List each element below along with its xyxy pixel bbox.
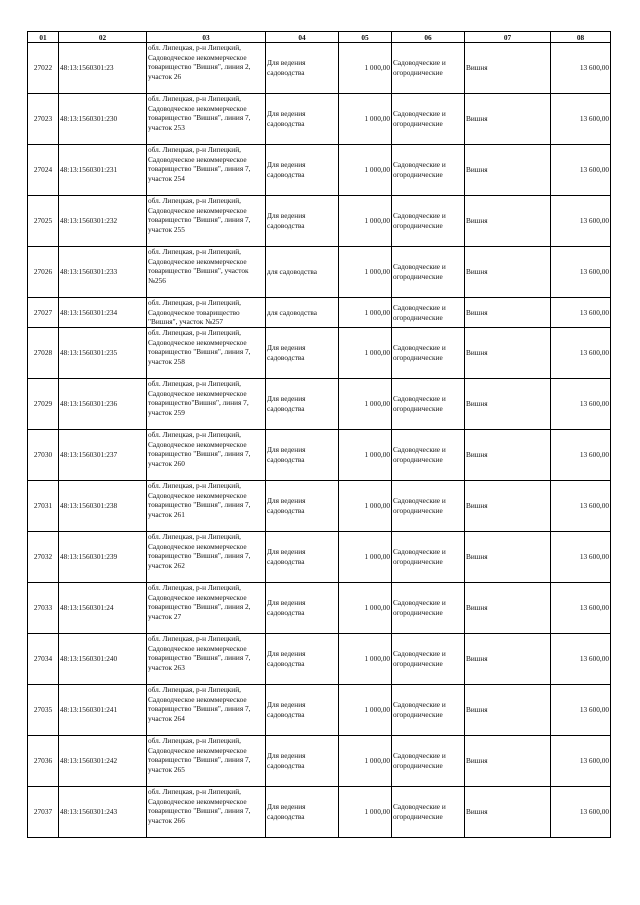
cell-record-number: 27025 xyxy=(28,196,59,247)
cell-cadastral-cost: 13 600,00 xyxy=(551,43,611,94)
cell-permitted-use: Для ведения садоводства xyxy=(266,736,339,787)
cell-record-number: 27037 xyxy=(28,787,59,838)
cell-area: 1 000,00 xyxy=(339,532,392,583)
cell-address xyxy=(147,145,266,196)
cell-category: Садоводческие и огороднические xyxy=(392,787,465,838)
cell-partnership-name: Вишня xyxy=(465,481,551,532)
cell-partnership-name: Вишня xyxy=(465,634,551,685)
cell-address xyxy=(147,94,266,145)
cell-partnership-name: Вишня xyxy=(465,583,551,634)
cell-address xyxy=(147,43,266,94)
cell-permitted-use: Для ведения садоводства xyxy=(266,94,339,145)
table-row xyxy=(28,532,611,583)
table-row xyxy=(28,94,611,145)
cell-cadastral-number: 48:13:1560301:23 xyxy=(59,43,147,94)
cell-cadastral-number: 48:13:1560301:243 xyxy=(59,787,147,838)
cell-partnership-name: Вишня xyxy=(465,787,551,838)
cell-record-number: 27024 xyxy=(28,145,59,196)
address-text: обл. Липецкая, р-н Липецкий, Садоводческое некоммерческое товарищество "Вишня", линия 7, участок 266 xyxy=(148,787,251,825)
cell-permitted-use: Для ведения садоводства xyxy=(266,634,339,685)
cell-cadastral-cost: 13 600,00 xyxy=(551,532,611,583)
col-header: 05 xyxy=(339,32,392,43)
cell-record-number: 27036 xyxy=(28,736,59,787)
cell-address xyxy=(147,247,266,298)
cell-permitted-use: для садоводства xyxy=(266,247,339,298)
col-header: 01 xyxy=(28,32,59,43)
table-row xyxy=(28,379,611,430)
cell-category: Садоводческие и огороднические xyxy=(392,379,465,430)
address-text: обл. Липецкая, р-н Липецкий, Садоводческое некоммерческое товарищество "Вишня", линия 7, участок 263 xyxy=(148,634,251,672)
cell-category: Садоводческие и огороднические xyxy=(392,328,465,379)
cell-area: 1 000,00 xyxy=(339,247,392,298)
cell-cadastral-number: 48:13:1560301:241 xyxy=(59,685,147,736)
table-row xyxy=(28,43,611,94)
cell-area: 1 000,00 xyxy=(339,298,392,328)
cell-address xyxy=(147,583,266,634)
cell-category: Садоводческие и огороднические xyxy=(392,532,465,583)
cell-category: Садоводческие и огороднические xyxy=(392,145,465,196)
cell-record-number: 27026 xyxy=(28,247,59,298)
cell-address xyxy=(147,379,266,430)
address-text: обл. Липецкая, р-н Липецкий, Садоводческое некоммерческое товарищество "Вишня", линия 2, участок 27 xyxy=(148,583,251,621)
table-row xyxy=(28,328,611,379)
table-row xyxy=(28,145,611,196)
cell-cadastral-cost: 13 600,00 xyxy=(551,145,611,196)
table-row xyxy=(28,481,611,532)
cell-area: 1 000,00 xyxy=(339,685,392,736)
cell-record-number: 27035 xyxy=(28,685,59,736)
cell-record-number: 27029 xyxy=(28,379,59,430)
cell-permitted-use: Для ведения садоводства xyxy=(266,328,339,379)
cell-permitted-use: Для ведения садоводства xyxy=(266,43,339,94)
cell-record-number: 27028 xyxy=(28,328,59,379)
cell-permitted-use: Для ведения садоводства xyxy=(266,583,339,634)
cell-area: 1 000,00 xyxy=(339,379,392,430)
address-text: обл. Липецкая, р-н Липецкий, Садоводческое некоммерческое товарищество "Вишня", линия 7, участок 255 xyxy=(148,196,251,234)
cell-cadastral-cost: 13 600,00 xyxy=(551,736,611,787)
cell-address xyxy=(147,634,266,685)
cell-cadastral-cost: 13 600,00 xyxy=(551,328,611,379)
cell-permitted-use: Для ведения садоводства xyxy=(266,481,339,532)
table-row xyxy=(28,247,611,298)
cell-cadastral-cost: 13 600,00 xyxy=(551,196,611,247)
cell-cadastral-number: 48:13:1560301:234 xyxy=(59,298,147,328)
table-row xyxy=(28,634,611,685)
cell-area: 1 000,00 xyxy=(339,94,392,145)
cell-cadastral-number: 48:13:1560301:235 xyxy=(59,328,147,379)
address-text: обл. Липецкая, р-н Липецкий, Садоводческое некоммерческое товарищество "Вишня", линия 7, участок 264 xyxy=(148,685,251,723)
cell-cadastral-cost: 13 600,00 xyxy=(551,787,611,838)
cell-category: Садоводческие и огороднические xyxy=(392,430,465,481)
table-row xyxy=(28,583,611,634)
cell-area: 1 000,00 xyxy=(339,634,392,685)
cell-permitted-use: для садоводства xyxy=(266,298,339,328)
cell-cadastral-cost: 13 600,00 xyxy=(551,685,611,736)
address-text: обл. Липецкая, р-н Липецкий, Садоводческое некоммерческое товарищество "Вишня", участок №256 xyxy=(148,247,249,285)
cell-address xyxy=(147,685,266,736)
address-text: обл. Липецкая, р-н Липецкий, Садоводческое некоммерческое товарищество "Вишня", линия 7, участок 262 xyxy=(148,532,251,570)
cell-cadastral-number: 48:13:1560301:239 xyxy=(59,532,147,583)
cell-cadastral-number: 48:13:1560301:230 xyxy=(59,94,147,145)
cell-address xyxy=(147,481,266,532)
cell-cadastral-number: 48:13:1560301:237 xyxy=(59,430,147,481)
cell-cadastral-cost: 13 600,00 xyxy=(551,298,611,328)
cell-area: 1 000,00 xyxy=(339,787,392,838)
col-header: 06 xyxy=(392,32,465,43)
cell-cadastral-cost: 13 600,00 xyxy=(551,247,611,298)
cell-area: 1 000,00 xyxy=(339,145,392,196)
cell-cadastral-cost: 13 600,00 xyxy=(551,481,611,532)
table-header-row xyxy=(28,32,611,43)
cell-permitted-use: Для ведения садоводства xyxy=(266,787,339,838)
cell-category: Садоводческие и огороднические xyxy=(392,94,465,145)
cell-cadastral-number: 48:13:1560301:24 xyxy=(59,583,147,634)
cell-area: 1 000,00 xyxy=(339,328,392,379)
col-header: 03 xyxy=(147,32,266,43)
cell-record-number: 27030 xyxy=(28,430,59,481)
address-text: обл. Липецкая, р-н Липецкий, Садоводческое некоммерческое товарищество "Вишня", линия 7, участок 261 xyxy=(148,481,251,519)
cell-partnership-name: Вишня xyxy=(465,430,551,481)
address-text: обл. Липецкая, р-н Липецкий, Садоводческое некоммерческое товарищество "Вишня", линия 7, участок 258 xyxy=(148,328,251,366)
cell-cadastral-number: 48:13:1560301:242 xyxy=(59,736,147,787)
address-text: обл. Липецкая, р-н Липецкий, Садоводческое некоммерческое товарищество "Вишня", линия 7, участок 265 xyxy=(148,736,251,774)
cell-cadastral-number: 48:13:1560301:236 xyxy=(59,379,147,430)
cell-address xyxy=(147,196,266,247)
cell-address xyxy=(147,787,266,838)
col-header: 02 xyxy=(59,32,147,43)
cell-address xyxy=(147,298,266,328)
cell-record-number: 27031 xyxy=(28,481,59,532)
cell-cadastral-number: 48:13:1560301:238 xyxy=(59,481,147,532)
address-text: обл. Липецкая, р-н Липецкий, Садоводческое товарищество "Вишня", участок №257 xyxy=(148,298,241,327)
cell-category: Садоводческие и огороднические xyxy=(392,736,465,787)
cell-cadastral-number: 48:13:1560301:240 xyxy=(59,634,147,685)
col-header: 04 xyxy=(266,32,339,43)
table-row xyxy=(28,430,611,481)
table-row xyxy=(28,196,611,247)
cell-address xyxy=(147,328,266,379)
cadastral-table xyxy=(27,31,611,838)
table-row xyxy=(28,736,611,787)
table-row xyxy=(28,685,611,736)
cell-cadastral-number: 48:13:1560301:232 xyxy=(59,196,147,247)
cell-address xyxy=(147,736,266,787)
cell-partnership-name: Вишня xyxy=(465,532,551,583)
table-row xyxy=(28,787,611,838)
address-text: обл. Липецкая, р-н Липецкий, Садоводческое некоммерческое товарищество "Вишня", линия 2, участок 26 xyxy=(148,43,251,81)
col-header: 07 xyxy=(465,32,551,43)
cell-category: Садоводческие и огороднические xyxy=(392,481,465,532)
cell-area: 1 000,00 xyxy=(339,196,392,247)
cell-partnership-name: Вишня xyxy=(465,298,551,328)
cell-area: 1 000,00 xyxy=(339,430,392,481)
cell-category: Садоводческие и огороднические xyxy=(392,634,465,685)
cell-record-number: 27027 xyxy=(28,298,59,328)
cell-category: Садоводческие и огороднические xyxy=(392,43,465,94)
cell-record-number: 27032 xyxy=(28,532,59,583)
address-text: обл. Липецкая, р-н Липецкий, Садоводческое некоммерческое товарищество"Вишня", линия 7, участок 259 xyxy=(148,379,249,417)
cell-record-number: 27023 xyxy=(28,94,59,145)
cell-area: 1 000,00 xyxy=(339,736,392,787)
cell-cadastral-cost: 13 600,00 xyxy=(551,94,611,145)
cell-area: 1 000,00 xyxy=(339,43,392,94)
cell-category: Садоводческие и огороднические xyxy=(392,247,465,298)
cell-record-number: 27033 xyxy=(28,583,59,634)
cell-category: Садоводческие и огороднические xyxy=(392,685,465,736)
address-text: обл. Липецкая, р-н Липецкий, Садоводческое некоммерческое товарищество "Вишня", линия 7, участок 260 xyxy=(148,430,251,468)
cell-partnership-name: Вишня xyxy=(465,94,551,145)
cell-cadastral-number: 48:13:1560301:231 xyxy=(59,145,147,196)
cell-permitted-use: Для ведения садоводства xyxy=(266,145,339,196)
cell-area: 1 000,00 xyxy=(339,583,392,634)
cell-partnership-name: Вишня xyxy=(465,328,551,379)
cell-record-number: 27034 xyxy=(28,634,59,685)
cell-partnership-name: Вишня xyxy=(465,685,551,736)
col-header: 08 xyxy=(551,32,611,43)
cell-partnership-name: Вишня xyxy=(465,247,551,298)
cell-permitted-use: Для ведения садоводства xyxy=(266,196,339,247)
cell-area: 1 000,00 xyxy=(339,481,392,532)
cell-cadastral-cost: 13 600,00 xyxy=(551,430,611,481)
cell-category: Садоводческие и огороднические xyxy=(392,298,465,328)
cell-category: Садоводческие и огороднические xyxy=(392,583,465,634)
table-row xyxy=(28,298,611,328)
cell-cadastral-number: 48:13:1560301:233 xyxy=(59,247,147,298)
cell-partnership-name: Вишня xyxy=(465,145,551,196)
cell-category: Садоводческие и огороднические xyxy=(392,196,465,247)
cell-cadastral-cost: 13 600,00 xyxy=(551,634,611,685)
address-text: обл. Липецкая, р-н Липецкий, Садоводческое некоммерческое товарищество "Вишня", линия 7, участок 254 xyxy=(148,145,251,183)
cell-permitted-use: Для ведения садоводства xyxy=(266,379,339,430)
cell-address xyxy=(147,430,266,481)
cell-cadastral-cost: 13 600,00 xyxy=(551,379,611,430)
cell-partnership-name: Вишня xyxy=(465,196,551,247)
address-text: обл. Липецкая, р-н Липецкий, Садоводческое некоммерческое товарищество "Вишня", линия 7, участок 253 xyxy=(148,94,251,132)
cell-permitted-use: Для ведения садоводства xyxy=(266,430,339,481)
cell-cadastral-cost: 13 600,00 xyxy=(551,583,611,634)
cell-partnership-name: Вишня xyxy=(465,379,551,430)
cell-permitted-use: Для ведения садоводства xyxy=(266,685,339,736)
cell-address xyxy=(147,532,266,583)
cell-record-number: 27022 xyxy=(28,43,59,94)
cell-partnership-name: Вишня xyxy=(465,736,551,787)
cell-permitted-use: Для ведения садоводства xyxy=(266,532,339,583)
cell-partnership-name: Вишня xyxy=(465,43,551,94)
